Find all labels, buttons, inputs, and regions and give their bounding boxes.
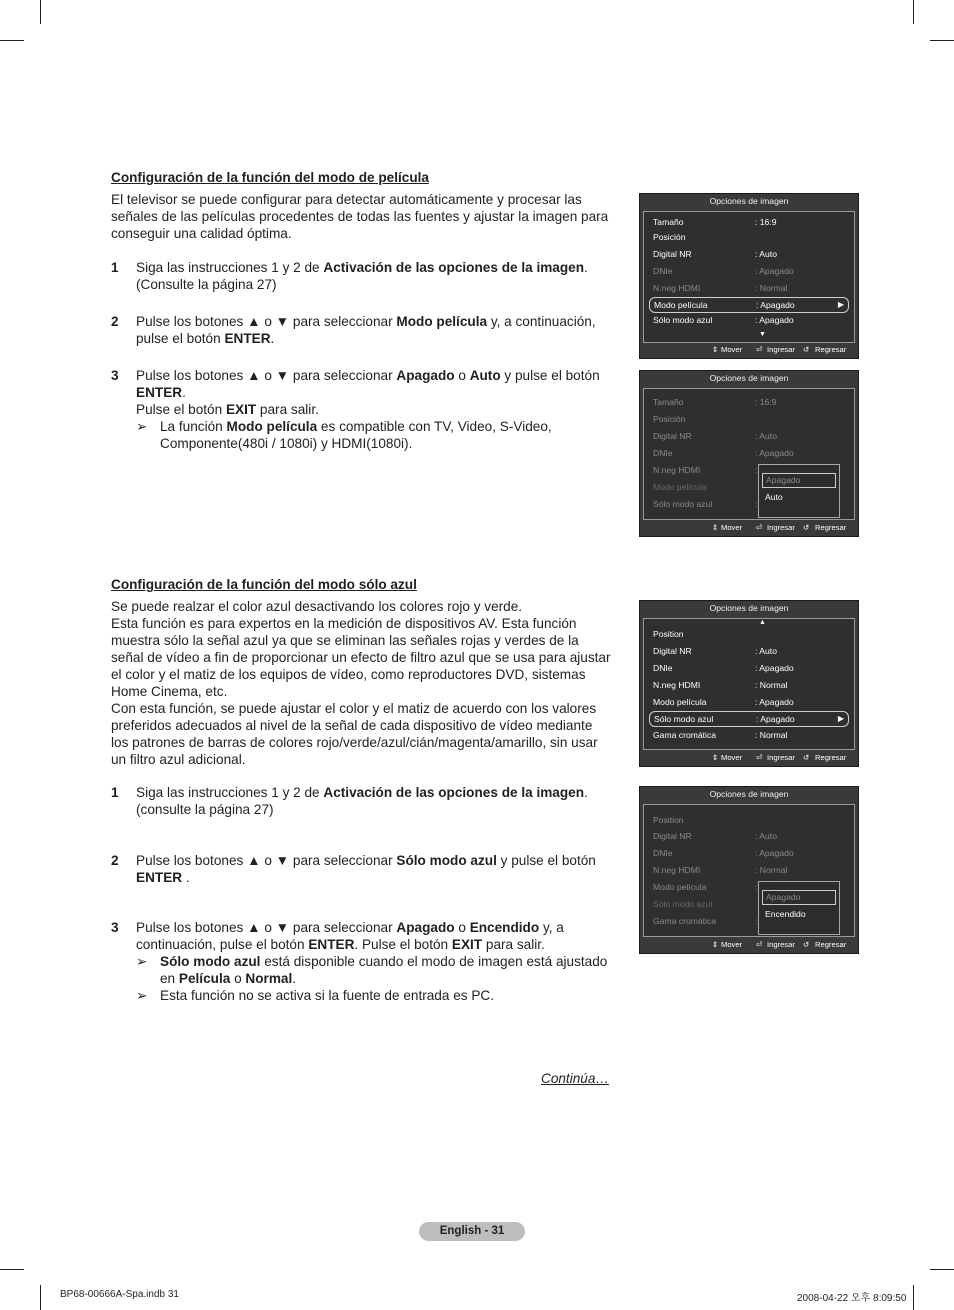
note xyxy=(136,987,611,1004)
enter-icon: ⏎ xyxy=(756,523,763,532)
step-number: 2 xyxy=(111,853,119,868)
step-bold: Encendido xyxy=(469,920,540,935)
crop-mark xyxy=(0,40,24,41)
osd-label: N.neg HDMI xyxy=(653,465,701,475)
osd-value: : 16:9 xyxy=(755,397,777,407)
osd-row[interactable] xyxy=(649,264,849,278)
osd-label: Digital NR xyxy=(653,249,692,259)
step-text: Pulse los botones ▲ o ▼ para seleccionar xyxy=(136,853,397,868)
osd-popup-option[interactable]: Apagado xyxy=(762,890,836,905)
osd-row[interactable] xyxy=(649,644,849,658)
osd-footer-enter: Ingresar xyxy=(767,753,795,762)
osd-row[interactable] xyxy=(649,247,849,261)
step-text: y, a continuación, pulse el botón xyxy=(136,920,564,952)
osd-footer-move: Mover xyxy=(721,345,743,354)
move-icon: ⇕ xyxy=(712,345,719,354)
enter-icon: ⏎ xyxy=(756,940,763,949)
osd-row[interactable] xyxy=(649,429,849,443)
note-text: es compatible con TV, Video, S-Video, Componente(480i / 1080i) y HDMI(1080i). xyxy=(160,419,552,451)
step-text: . Pulse el botón xyxy=(354,937,452,952)
osd-label: N.neg HDMI xyxy=(653,680,701,690)
osd-label: Sólo modo azul xyxy=(653,899,713,909)
osd-value: : Apagado xyxy=(755,697,794,707)
osd-row[interactable] xyxy=(649,863,849,877)
step-bold: Modo película xyxy=(396,314,488,329)
footer-file-info: BP68-00666A-Spa.indb 31 xyxy=(60,1289,179,1300)
osd-label: Digital NR xyxy=(653,831,692,841)
note-arrow-icon: ➢ xyxy=(136,954,148,969)
osd-footer-enter: Ingresar xyxy=(767,345,795,354)
osd-title: Opciones de imagen xyxy=(709,603,789,613)
osd-popup-option[interactable]: Apagado xyxy=(762,473,836,488)
osd-row[interactable] xyxy=(649,446,849,460)
step-3 xyxy=(111,367,611,452)
section-intro: Esta función es para expertos en la medición de dispositivos AV. Esta función muestra sólo la señal azul ya que se eliminan las señales rojas y verdes de la señal de vídeo a fin de proporcionar un efecto de filtro azul que se usa para ajustar el color y el matiz de los equipos de vídeo, como reproductores DVD, sistemas Home Cinema, etc. xyxy=(111,616,611,699)
note-bold: Sólo modo azul xyxy=(160,954,261,969)
osd-value: : Normal xyxy=(755,865,788,875)
osd-value: : Apagado xyxy=(756,714,795,724)
step-text: y pulse el botón xyxy=(496,853,596,868)
step-number: 2 xyxy=(111,314,119,329)
step-bold: ENTER xyxy=(136,870,183,885)
osd-panel xyxy=(643,211,855,343)
osd-label: Tamaño xyxy=(653,217,684,227)
osd-row[interactable] xyxy=(649,412,849,426)
osd-row[interactable] xyxy=(649,661,849,675)
step-text: Pulse los botones ▲ o ▼ para seleccionar xyxy=(136,314,397,329)
step-number: 3 xyxy=(111,368,119,383)
step-bold: Activación de las opciones de la imagen xyxy=(323,260,585,275)
osd-row-selected[interactable] xyxy=(649,297,849,313)
osd-value: : xyxy=(755,916,758,926)
osd-footer-move: Mover xyxy=(721,523,743,532)
osd-row[interactable] xyxy=(649,395,849,409)
osd-value: : 16:9 xyxy=(755,217,777,227)
step-text: o xyxy=(454,368,470,383)
osd-label: Tamaño xyxy=(653,397,684,407)
osd-row[interactable] xyxy=(649,313,849,327)
osd-footer xyxy=(640,522,858,534)
osd-value: : Apagado xyxy=(756,300,795,310)
step-1 xyxy=(111,259,611,293)
note-arrow-icon: ➢ xyxy=(136,419,148,434)
osd-value: : Apagado xyxy=(755,315,794,325)
osd-row[interactable] xyxy=(649,678,849,692)
enter-icon: ⏎ xyxy=(756,753,763,762)
osd-label: Sólo modo azul xyxy=(654,714,714,724)
step-text: Siga las instrucciones 1 y 2 de xyxy=(136,785,324,800)
note-text: Esta función no se activa si la fuente de entrada es PC. xyxy=(160,988,495,1003)
osd-value: : Apagado xyxy=(755,448,794,458)
section-blue-only-mode xyxy=(111,576,611,768)
osd-footer-back: Regresar xyxy=(815,753,847,762)
step-bold: Apagado xyxy=(396,368,455,383)
osd-label: Sólo modo azul xyxy=(653,499,713,509)
osd-label: Modo película xyxy=(654,300,708,310)
note-text: está disponible cuando el modo de imagen está ajustado en xyxy=(160,954,608,986)
osd-value: : Auto xyxy=(755,831,777,841)
osd-footer-back: Regresar xyxy=(815,345,847,354)
osd-label: Posición xyxy=(653,232,686,242)
osd-panel xyxy=(643,388,855,520)
osd-label: Position xyxy=(653,815,684,825)
osd-menu-blue-only-popup xyxy=(639,786,859,954)
step-2 xyxy=(111,852,611,886)
step-bold: Sólo modo azul xyxy=(396,853,497,868)
osd-menu-movie-mode-popup xyxy=(639,370,859,537)
footer-timestamp: 2008-04-22 오후 8:09:50 xyxy=(797,1293,907,1304)
osd-label: Sólo modo azul xyxy=(653,315,713,325)
step-text: . (consulte la página 27) xyxy=(136,785,588,817)
crop-mark xyxy=(40,0,41,24)
osd-label: DNIe xyxy=(653,663,673,673)
osd-footer xyxy=(640,939,858,951)
osd-value: : Normal xyxy=(755,730,788,740)
return-icon: ↺ xyxy=(803,753,810,762)
step-text: . (Consulte la página 27) xyxy=(136,260,588,292)
enter-icon: ⏎ xyxy=(756,345,763,354)
crop-mark xyxy=(913,1285,914,1310)
osd-footer-move: Mover xyxy=(721,753,743,762)
step-text: y pulse el botón xyxy=(500,368,600,383)
step-2 xyxy=(111,313,611,347)
osd-label: Modo película xyxy=(653,697,707,707)
step-bold: EXIT xyxy=(225,402,257,417)
osd-row[interactable] xyxy=(649,695,849,709)
section-intro: El televisor se puede configurar para detectar automáticamente y procesar las señales de las películas procedentes de todas las fuentes y ajustar la imagen para conseguir una calidad óptima. xyxy=(111,192,609,241)
osd-value: : Normal xyxy=(755,680,788,690)
scroll-up-icon[interactable]: ▲ xyxy=(759,619,766,626)
osd-row[interactable] xyxy=(649,215,849,229)
osd-row[interactable] xyxy=(649,281,849,295)
move-icon: ⇕ xyxy=(712,523,719,532)
osd-label: DNIe xyxy=(653,848,673,858)
osd-label: Position xyxy=(653,629,684,639)
osd-panel xyxy=(643,618,855,750)
osd-row[interactable] xyxy=(649,846,849,860)
osd-row[interactable] xyxy=(649,728,849,742)
osd-row[interactable] xyxy=(649,627,849,641)
osd-popup xyxy=(758,881,840,935)
step-bold: ENTER xyxy=(136,385,183,400)
osd-panel xyxy=(643,804,855,937)
osd-popup xyxy=(758,464,840,518)
step-text: Pulse el botón xyxy=(136,402,226,417)
osd-value: : Apagado xyxy=(755,266,794,276)
note xyxy=(136,418,611,452)
play-right-icon: ▶ xyxy=(837,300,844,309)
osd-popup-option[interactable]: Encendido xyxy=(765,909,806,919)
osd-title: Opciones de imagen xyxy=(709,789,789,799)
step-text: . xyxy=(270,331,275,346)
step-bold: ENTER xyxy=(308,937,355,952)
crop-mark xyxy=(913,0,914,24)
osd-footer-back: Regresar xyxy=(815,940,847,949)
step-text: Pulse los botones ▲ o ▼ para seleccionar xyxy=(136,368,397,383)
step-text: . xyxy=(182,870,190,885)
crop-mark xyxy=(40,1285,41,1310)
osd-footer-move: Mover xyxy=(721,940,743,949)
osd-label: DNIe xyxy=(653,448,673,458)
step-bold: Activación de las opciones de la imagen xyxy=(323,785,585,800)
osd-row-selected[interactable] xyxy=(649,711,849,727)
move-icon: ⇕ xyxy=(712,753,719,762)
step-bold: Apagado xyxy=(396,920,455,935)
note-bold: Normal xyxy=(245,971,293,986)
crop-mark xyxy=(930,40,954,41)
osd-value: : xyxy=(755,882,758,892)
osd-row[interactable] xyxy=(649,829,849,843)
return-icon: ↺ xyxy=(803,523,810,532)
osd-title: Opciones de imagen xyxy=(709,373,789,383)
step-text: Pulse los botones ▲ o ▼ para seleccionar xyxy=(136,920,397,935)
osd-label: N.neg HDMI xyxy=(653,283,701,293)
note-text: o xyxy=(230,971,246,986)
note-arrow-icon: ➢ xyxy=(136,988,148,1003)
osd-value: : Apagado xyxy=(755,848,794,858)
osd-footer-enter: Ingresar xyxy=(767,523,795,532)
move-icon: ⇕ xyxy=(712,940,719,949)
page-number-badge: English - 31 xyxy=(419,1222,525,1241)
step-1 xyxy=(111,784,611,818)
osd-label: Posición xyxy=(653,414,686,424)
section-heading: Configuración de la función del modo sólo azul xyxy=(111,577,417,592)
osd-value: : Auto xyxy=(755,431,777,441)
return-icon: ↺ xyxy=(803,940,810,949)
section-movie-mode xyxy=(111,169,611,242)
note-bold: Modo película xyxy=(226,419,318,434)
step-text: para salir. xyxy=(256,402,319,417)
step-bold: EXIT xyxy=(451,937,483,952)
step-text: Siga las instrucciones 1 y 2 de xyxy=(136,260,324,275)
osd-label: N.neg HDMI xyxy=(653,865,701,875)
osd-value: : Normal xyxy=(755,283,788,293)
step-text: o xyxy=(454,920,470,935)
osd-footer-back: Regresar xyxy=(815,523,847,532)
step-3 xyxy=(111,919,611,1004)
osd-footer xyxy=(640,752,858,764)
osd-label: Digital NR xyxy=(653,646,692,656)
osd-value: : xyxy=(755,499,758,509)
osd-value: : Auto xyxy=(755,646,777,656)
osd-popup-option[interactable]: Auto xyxy=(765,492,783,502)
step-number: 3 xyxy=(111,920,119,935)
osd-label: Digital NR xyxy=(653,431,692,441)
note-bold: Película xyxy=(178,971,231,986)
return-icon: ↺ xyxy=(803,345,810,354)
step-number: 1 xyxy=(111,260,119,275)
osd-label: Gama cromática xyxy=(653,730,717,740)
crop-mark xyxy=(0,1269,24,1270)
step-text: . xyxy=(182,385,186,400)
osd-title: Opciones de imagen xyxy=(709,196,789,206)
osd-row[interactable] xyxy=(649,813,849,827)
osd-footer-enter: Ingresar xyxy=(767,940,795,949)
crop-mark xyxy=(930,1269,954,1270)
osd-menu-movie-mode xyxy=(639,193,859,359)
step-number: 1 xyxy=(111,785,119,800)
section-heading: Configuración de la función del modo de película xyxy=(111,170,429,185)
step-text: y, a continuación, pulse el botón xyxy=(136,314,596,346)
step-bold: ENTER xyxy=(224,331,271,346)
note-text: La función xyxy=(160,419,227,434)
osd-value: : Auto xyxy=(755,249,777,259)
osd-menu-blue-only xyxy=(639,600,859,767)
osd-label: Modo película xyxy=(653,482,707,492)
osd-row[interactable] xyxy=(649,230,849,244)
osd-value: : Apagado xyxy=(755,663,794,673)
step-bold: Auto xyxy=(469,368,501,383)
osd-label: Modo película xyxy=(653,882,707,892)
osd-value: : xyxy=(755,465,758,475)
section-intro: Con esta función, se puede ajustar el color y el matiz de acuerdo con los valores preferidos adecuados al nivel de la señal de cada dispositivo de vídeo mediante los patrones de barras de colores rojo/verde/azul/cián/magenta/amarillo, sin usar un filtro azul adicional. xyxy=(111,701,598,767)
scroll-down-icon[interactable]: ▼ xyxy=(759,331,766,338)
continued-link: Continúa… xyxy=(541,1071,610,1086)
note-text: . xyxy=(292,971,297,986)
step-text: para salir. xyxy=(482,937,545,952)
osd-footer xyxy=(640,344,858,356)
section-intro: Se puede realzar el color azul desactivando los colores rojo y verde. xyxy=(111,599,523,614)
osd-label: Gama cromática xyxy=(653,916,717,926)
note xyxy=(136,953,611,987)
play-right-icon: ▶ xyxy=(837,714,844,723)
osd-label: DNIe xyxy=(653,266,673,276)
